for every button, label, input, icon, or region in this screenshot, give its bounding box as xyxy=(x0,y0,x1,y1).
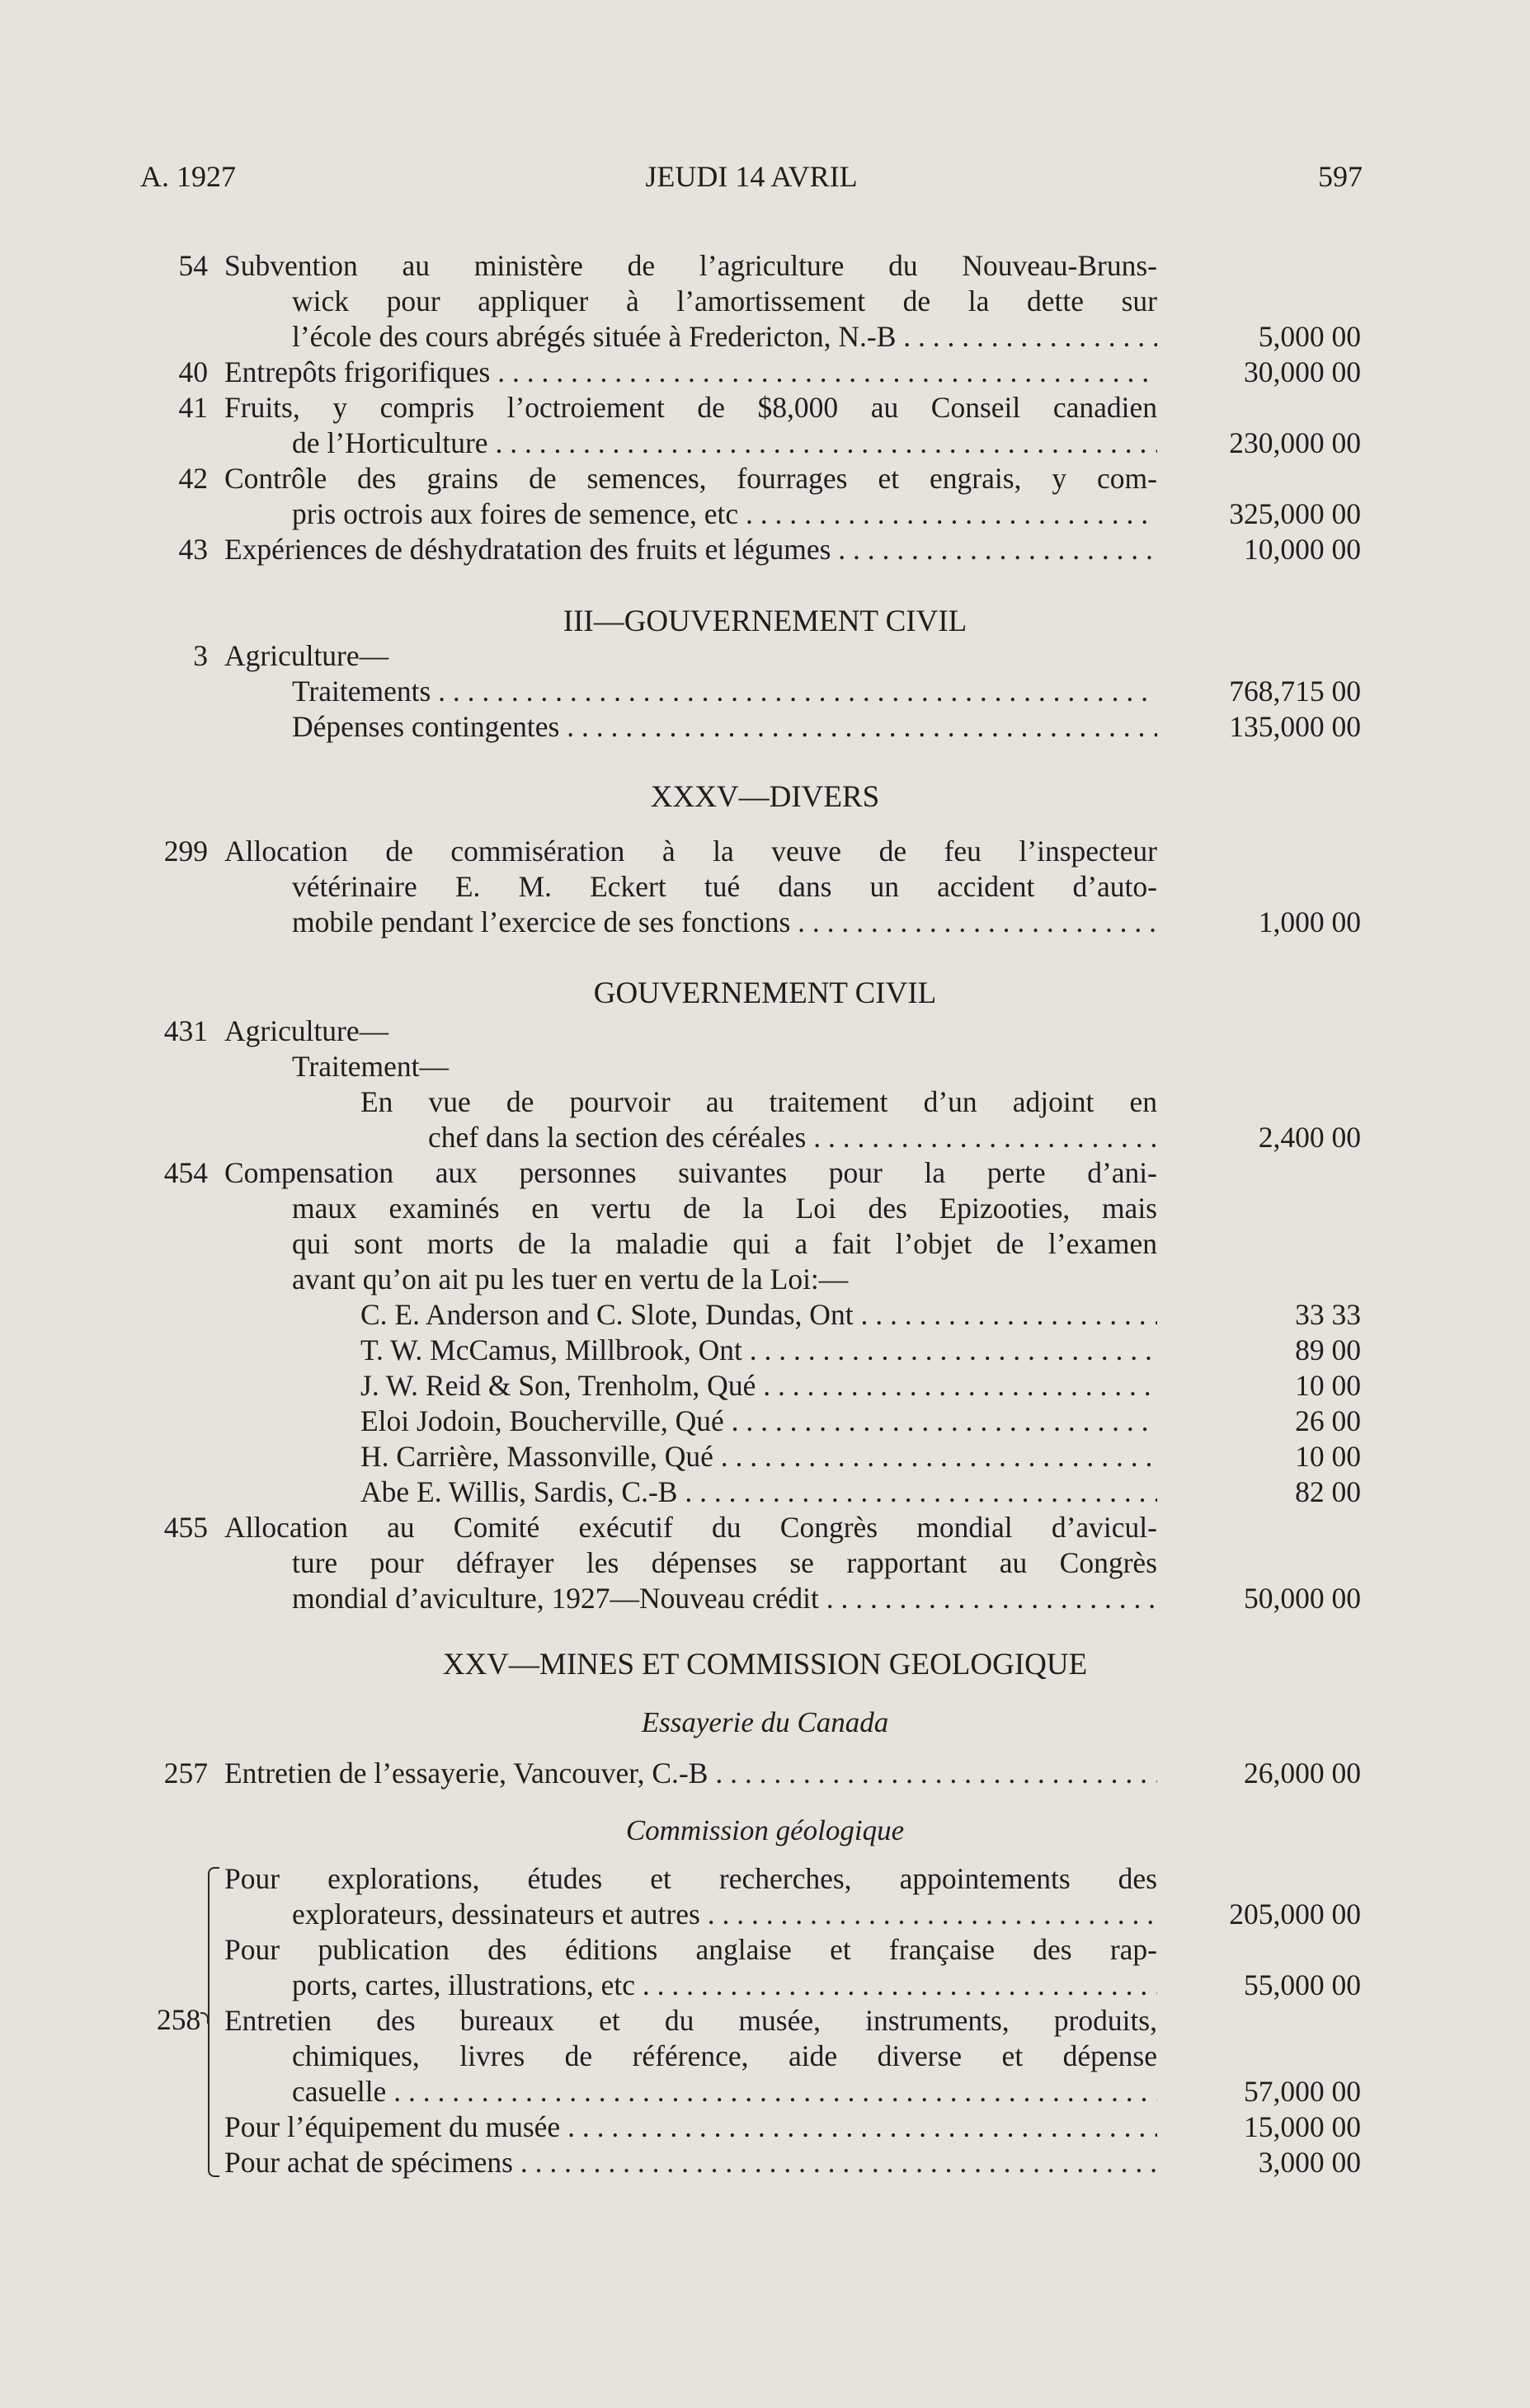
item-text: Traitement— xyxy=(292,1050,449,1083)
item-text: avant qu’on ait pu les tuer en vertu de la Loi:— xyxy=(292,1263,849,1296)
section-heading: GOUVERNEMENT CIVIL xyxy=(593,976,937,1010)
entry-line xyxy=(0,1756,1530,1791)
item-text: En vue de pourvoir au traitement d’un adjoint en xyxy=(360,1085,1157,1118)
item-number: 41 xyxy=(178,391,208,424)
item-text: Agriculture— xyxy=(224,1014,389,1047)
item-amount: 230,000 00 xyxy=(1229,426,1361,459)
item-text: Subvention au ministère de l’agriculture du Nouveau-Bruns- xyxy=(224,249,1157,282)
item-number: 299 xyxy=(163,835,208,868)
item-amount: 1,000 00 xyxy=(1258,905,1361,938)
section-essayerie xyxy=(0,1756,1530,1791)
item-text: Pour l’équipement du musée . . . xyxy=(224,2109,1157,2145)
entry-line xyxy=(0,1510,1530,1545)
entry-line xyxy=(0,1581,1530,1616)
section-divers xyxy=(0,834,1530,940)
item-text: Fruits, y compris l’octroiement de $8,000 au Conseil canadien xyxy=(224,391,1157,424)
item-amount: 10 00 xyxy=(1295,1440,1361,1473)
entry-line xyxy=(0,1262,1530,1297)
item-amount: 33 33 xyxy=(1295,1298,1361,1331)
item-text: Pour achat de spécimens . . . xyxy=(224,2145,1157,2180)
item-number: 3 xyxy=(193,639,208,672)
item-number: 42 xyxy=(178,462,208,495)
item-amount: 30,000 00 xyxy=(1244,355,1361,388)
entry-line xyxy=(0,2074,1530,2109)
entry-line xyxy=(0,834,1530,869)
entry-line xyxy=(0,1297,1530,1333)
entry-line xyxy=(0,2109,1530,2145)
entry-line xyxy=(0,319,1530,355)
entry-line xyxy=(0,1861,1530,1897)
item-text: chef dans la section des céréales . . . xyxy=(428,1120,1157,1155)
section-gouvernement-civil xyxy=(0,1014,1530,1616)
subsection-heading: Commission géologique xyxy=(625,1814,905,1846)
item-text: ports, cartes, illustrations, etc . . . xyxy=(292,1968,1157,2003)
item-text: Contrôle des grains de semences, fourrages et engrais, y com- xyxy=(224,462,1157,495)
item-text: T. W. McCamus, Millbrook, Ont . . . xyxy=(360,1333,1157,1368)
header-page-number: 597 xyxy=(1318,160,1363,193)
entry-line xyxy=(0,1404,1530,1439)
item-amount: 26 00 xyxy=(1295,1404,1361,1437)
entry-line xyxy=(0,2003,1530,2039)
entry-line xyxy=(0,248,1530,284)
item-text: C. E. Anderson and C. Slote, Dundas, Ont . . . xyxy=(360,1297,1157,1333)
item-text: Allocation au Comité exécutif du Congrès mondial d’avicul- xyxy=(224,1511,1157,1544)
entry-line xyxy=(0,1474,1530,1510)
item-amount: 135,000 00 xyxy=(1229,710,1361,743)
item-text: vétérinaire E. M. Eckert tué dans un accident d’auto- xyxy=(292,870,1157,903)
entry-line xyxy=(0,2039,1530,2074)
item-amount: 205,000 00 xyxy=(1229,1898,1361,1931)
item-number: 257 xyxy=(163,1757,208,1790)
entry-line xyxy=(0,905,1530,940)
item-number: 454 xyxy=(163,1156,208,1189)
entry-line xyxy=(0,461,1530,496)
item-text: Agriculture— xyxy=(224,639,389,672)
item-text: wick pour appliquer à l’amortissement de la dette sur xyxy=(292,285,1157,317)
header-date: JEUDI 14 AVRIL xyxy=(645,160,858,193)
item-text: Expériences de déshydratation des fruits et légumes . . . xyxy=(224,532,1157,567)
entry-line xyxy=(0,1439,1530,1474)
entry-line xyxy=(0,1932,1530,1968)
item-text: de l’Horticulture . . . xyxy=(292,426,1157,461)
entry-line xyxy=(0,1545,1530,1581)
item-text: maux examinés en vertu de la Loi des Epizooties, mais xyxy=(292,1192,1157,1225)
item-text: Pour publication des éditions anglaise et française des rap- xyxy=(224,1933,1157,1966)
item-amount: 50,000 00 xyxy=(1244,1582,1361,1615)
item-text: pris octrois aux foires de semence, etc . . . xyxy=(292,496,1157,532)
item-number: 40 xyxy=(178,355,208,388)
item-text: casuelle . . . xyxy=(292,2074,1157,2109)
item-amount: 57,000 00 xyxy=(1244,2075,1361,2108)
entry-line xyxy=(0,709,1530,745)
item-text: Entretien de l’essayerie, Vancouver, C.-B . . . xyxy=(224,1756,1157,1791)
entry-line xyxy=(0,426,1530,461)
entry-line xyxy=(0,390,1530,426)
item-text: Allocation de commisération à la veuve de feu l’inspecteur xyxy=(224,835,1157,868)
section-civil-government xyxy=(0,638,1530,745)
entry-line xyxy=(0,1014,1530,1049)
entry-line xyxy=(0,1049,1530,1084)
section-heading: XXXV—DIVERS xyxy=(650,780,880,814)
item-number: 43 xyxy=(178,533,208,566)
item-text: H. Carrière, Massonville, Qué . . . xyxy=(360,1439,1157,1474)
entry-line xyxy=(0,1226,1530,1262)
entry-line xyxy=(0,496,1530,532)
section-heading: XXV—MINES ET COMMISSION GEOLOGIQUE xyxy=(442,1648,1088,1681)
item-text: mondial d’aviculture, 1927—Nouveau crédit . . . xyxy=(292,1581,1157,1616)
item-amount: 82 00 xyxy=(1295,1475,1361,1508)
item-text: Abe E. Willis, Sardis, C.-B . . . xyxy=(360,1474,1157,1510)
item-amount: 10 00 xyxy=(1295,1369,1361,1402)
section-heading: III—GOUVERNEMENT CIVIL xyxy=(563,604,967,638)
entry-line xyxy=(0,1120,1530,1155)
entry-line xyxy=(0,1897,1530,1932)
item-number: 431 xyxy=(163,1014,208,1047)
item-amount: 26,000 00 xyxy=(1244,1757,1361,1790)
entry-line xyxy=(0,674,1530,709)
running-header xyxy=(140,159,1363,197)
item-number: 54 xyxy=(178,249,208,282)
item-text: ture pour défrayer les dépenses se rapportant au Congrès xyxy=(292,1546,1157,1579)
entry-line xyxy=(0,355,1530,390)
item-number: 258 xyxy=(157,2003,201,2036)
item-amount: 768,715 00 xyxy=(1229,675,1361,708)
section-commission-geologique xyxy=(0,1861,1530,2180)
item-text: explorateurs, dessinateurs et autres . . . xyxy=(292,1897,1157,1932)
item-number: 455 xyxy=(163,1511,208,1544)
item-text: Dépenses contingentes . . . xyxy=(292,709,1157,745)
entry-line xyxy=(0,284,1530,319)
entry-line xyxy=(0,1155,1530,1191)
item-text: Entrepôts frigorifiques . . . xyxy=(224,355,1157,390)
item-amount: 2,400 00 xyxy=(1258,1121,1361,1154)
item-text: l’école des cours abrégés située à Fredericton, N.-B . . . xyxy=(292,319,1157,355)
item-text: chimiques, livres de référence, aide diverse et dépense xyxy=(292,2039,1157,2072)
entry-line xyxy=(0,1084,1530,1120)
item-amount: 15,000 00 xyxy=(1244,2110,1361,2143)
entry-line xyxy=(0,638,1530,674)
item-text: Eloi Jodoin, Boucherville, Qué . . . xyxy=(360,1404,1157,1439)
subsection-heading: Essayerie du Canada xyxy=(641,1706,889,1738)
section-agriculture-items xyxy=(0,248,1530,567)
item-text: Entretien des bureaux et du musée, instruments, produits, xyxy=(224,2004,1157,2037)
item-text: qui sont morts de la maladie qui a fait l’objet de l’examen xyxy=(292,1227,1157,1260)
item-amount: 325,000 00 xyxy=(1229,497,1361,530)
item-text: Pour explorations, études et recherches, appointements des xyxy=(224,1862,1157,1895)
item-text: Traitements . . . xyxy=(292,674,1157,709)
item-amount: 5,000 00 xyxy=(1258,320,1361,353)
entry-line xyxy=(0,1968,1530,2003)
item-amount: 55,000 00 xyxy=(1244,1968,1361,2001)
entry-line xyxy=(0,869,1530,905)
entry-line xyxy=(0,1368,1530,1404)
entry-line xyxy=(0,532,1530,567)
entry-line xyxy=(0,1191,1530,1226)
item-text: J. W. Reid & Son, Trenholm, Qué . . . xyxy=(360,1368,1157,1404)
item-text: Compensation aux personnes suivantes pour la perte d’ani- xyxy=(224,1156,1157,1189)
header-year: A. 1927 xyxy=(140,160,236,193)
item-text: mobile pendant l’exercice de ses fonctions . . . xyxy=(292,905,1157,940)
item-amount: 89 00 xyxy=(1295,1333,1361,1366)
entry-line xyxy=(0,1333,1530,1368)
item-amount: 10,000 00 xyxy=(1244,533,1361,566)
item-amount: 3,000 00 xyxy=(1258,2146,1361,2179)
entry-line xyxy=(0,2145,1530,2180)
